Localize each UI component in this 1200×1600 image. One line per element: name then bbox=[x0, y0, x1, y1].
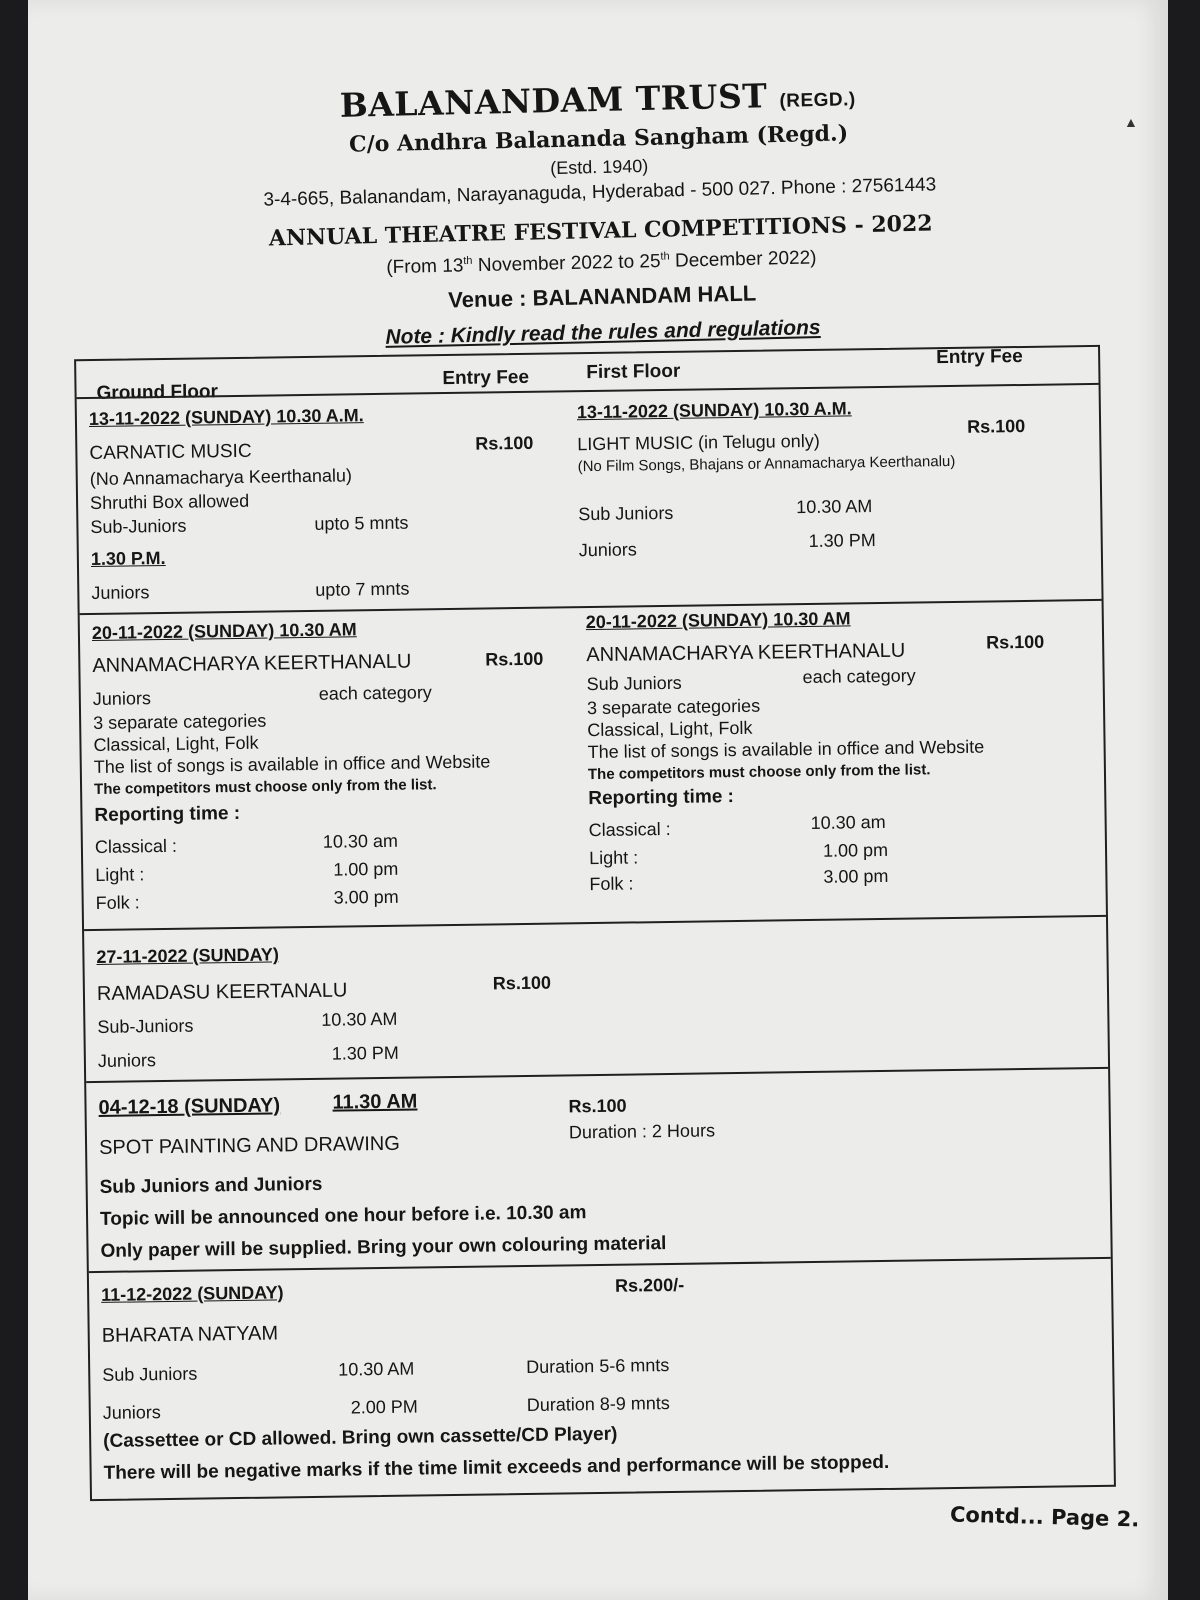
s1-right-event: LIGHT MUSIC (in Telugu only) bbox=[577, 430, 820, 455]
trust-address: 3-4-665, Balanandam, Narayanaguda, Hyderabad - 500 027. Phone : 27561443 bbox=[263, 174, 937, 211]
s1-right-fee: Rs.100 bbox=[966, 415, 1026, 437]
section-11-12 bbox=[89, 1257, 1114, 1503]
header-first-floor: First Floor bbox=[586, 360, 681, 384]
s2-right-reporting: Reporting time : bbox=[588, 786, 735, 810]
s1-right-juniors: Juniors bbox=[578, 539, 637, 561]
margin-mark: ▲ bbox=[1124, 114, 1138, 130]
s5-subjuniors-duration: Duration 5-6 mnts bbox=[526, 1355, 670, 1378]
s5-cassette: (Cassettee or CD allowed. Bring own cassette/CD Player) bbox=[103, 1423, 618, 1452]
s4-date: 04-12-18 (SUNDAY) bbox=[98, 1094, 281, 1119]
s2-left-folk-time: 3.00 pm bbox=[333, 886, 399, 908]
s1-left-subjuniors: Sub-Juniors bbox=[90, 515, 187, 538]
s1-right-date: 13-11-2022 (SUNDAY) 10.30 A.M. bbox=[576, 398, 852, 423]
competition-table bbox=[74, 345, 1116, 1501]
s5-juniors-time: 2.00 PM bbox=[350, 1396, 418, 1418]
header-ground-floor: Ground Floor bbox=[96, 381, 219, 404]
s2-left-cats: 3 separate categories bbox=[93, 710, 267, 733]
s4-paper: Only paper will be supplied. Bring your own colouring material bbox=[100, 1233, 667, 1262]
s2-left-folk: Folk : bbox=[95, 892, 140, 913]
s2-right-folk: Folk : bbox=[589, 873, 634, 895]
s2-right-light: Light : bbox=[588, 847, 639, 869]
s1-right-subjuniors-time: 10.30 AM bbox=[796, 496, 873, 518]
s2-right-folk-time: 3.00 pm bbox=[823, 865, 889, 887]
s1-left-time2: 1.30 P.M. bbox=[90, 547, 166, 570]
s4-duration: Duration : 2 Hours bbox=[568, 1120, 716, 1143]
s1-left-juniors-limit: upto 7 mnts bbox=[315, 578, 410, 600]
trust-name: BALANANDAM TRUST bbox=[339, 76, 768, 125]
s2-right-light-time: 1.00 pm bbox=[822, 839, 889, 861]
s2-left-each: each category bbox=[318, 682, 432, 704]
s4-topic: Topic will be announced one hour before i.e. 10.30 am bbox=[99, 1202, 587, 1230]
s1-right-juniors-time: 1.30 PM bbox=[808, 530, 876, 551]
s2-right-list1: The list of songs is available in office and Website bbox=[587, 736, 985, 763]
s1-left-note2: Shruthi Box allowed bbox=[89, 490, 250, 514]
s2-left-light: Light : bbox=[95, 864, 145, 885]
s3-event: RAMADASU KEERTANALU bbox=[96, 979, 348, 1005]
s1-left-note1: (No Annamacharya Keerthanalu) bbox=[89, 465, 353, 490]
dates-suffix: December 2022) bbox=[669, 247, 817, 272]
s3-subjuniors-time: 10.30 AM bbox=[321, 1008, 398, 1030]
s3-fee: Rs.100 bbox=[492, 972, 552, 994]
s5-fee: Rs.200/- bbox=[614, 1274, 685, 1296]
s2-right-cats: 3 separate categories bbox=[586, 695, 761, 719]
s2-left-fee: Rs.100 bbox=[485, 648, 544, 670]
s1-right-subjuniors: Sub Juniors bbox=[578, 502, 674, 525]
s1-left-subjuniors-limit: upto 5 mnts bbox=[314, 512, 409, 534]
dates-sup-1: th bbox=[463, 254, 473, 268]
established-year: (Estd. 1940) bbox=[550, 155, 649, 179]
s2-right-group: Sub Juniors bbox=[586, 672, 682, 695]
s3-juniors-time: 1.30 PM bbox=[331, 1042, 399, 1064]
s1-right-note: (No Film Songs, Bhajans or Annamacharya Keerthanalu) bbox=[577, 452, 956, 476]
s2-left-list2: The competitors must choose only from the list. bbox=[93, 776, 437, 798]
s2-left-event: ANNAMACHARYA KEERTHANALU bbox=[92, 650, 412, 677]
dates-mid: November 2022 to 25 bbox=[472, 250, 661, 277]
s5-juniors: Juniors bbox=[102, 1402, 161, 1423]
s2-right-classical-time: 10.30 am bbox=[810, 811, 886, 833]
header-entry-fee-right: Entry Fee bbox=[936, 345, 1023, 369]
s2-right-classical: Classical : bbox=[588, 818, 671, 841]
s2-left-reporting: Reporting time : bbox=[94, 802, 241, 826]
dates-prefix: (From 13 bbox=[386, 255, 464, 279]
s4-time: 11.30 AM bbox=[332, 1090, 418, 1114]
section-27-11 bbox=[84, 915, 1108, 1081]
rules-note: Note : Kindly read the rules and regulations bbox=[385, 316, 821, 349]
venue: Venue : BALANANDAM HALL bbox=[447, 280, 757, 313]
s2-left-types: Classical, Light, Folk bbox=[93, 732, 259, 755]
s3-subjuniors: Sub-Juniors bbox=[97, 1015, 194, 1037]
section-20-11 bbox=[80, 599, 1106, 929]
dates-sup-2: th bbox=[660, 250, 670, 263]
s3-date: 27-11-2022 (SUNDAY) bbox=[96, 944, 279, 967]
festival-title: ANNUAL THEATRE FESTIVAL COMPETITIONS - 2022 bbox=[268, 210, 933, 252]
s5-juniors-duration: Duration 8-9 mnts bbox=[526, 1393, 670, 1415]
section-04-12 bbox=[86, 1067, 1111, 1271]
s1-left-juniors: Juniors bbox=[91, 582, 150, 603]
s5-subjuniors-time: 10.30 AM bbox=[338, 1358, 415, 1380]
trust-subtitle: C/o Andhra Balananda Sangham (Regd.) bbox=[348, 120, 849, 158]
s4-event: SPOT PAINTING AND DRAWING bbox=[98, 1132, 401, 1159]
s5-negative: There will be negative marks if the time limit exceeds and performance will be stopped. bbox=[103, 1451, 890, 1484]
s4-groups: Sub Juniors and Juniors bbox=[99, 1173, 323, 1198]
s2-right-list2: The competitors must choose only from the list. bbox=[587, 761, 931, 784]
s4-fee: Rs.100 bbox=[568, 1095, 627, 1117]
s2-left-date: 20-11-2022 (SUNDAY) 10.30 AM bbox=[91, 619, 357, 643]
s5-event: BHARATA NATYAM bbox=[101, 1322, 279, 1347]
s2-right-event: ANNAMACHARYA KEERTHANALU bbox=[586, 639, 906, 667]
s2-left-group: Juniors bbox=[92, 688, 152, 709]
s2-left-classical-time: 10.30 am bbox=[322, 830, 399, 852]
s2-right-each: each category bbox=[802, 665, 916, 688]
s1-left-fee: Rs.100 bbox=[475, 432, 534, 454]
s2-right-types: Classical, Light, Folk bbox=[587, 717, 753, 741]
s3-juniors: Juniors bbox=[97, 1050, 157, 1071]
s2-right-fee: Rs.100 bbox=[985, 631, 1045, 653]
s1-left-date: 13-11-2022 (SUNDAY) 10.30 A.M. bbox=[88, 405, 364, 430]
s5-subjuniors: Sub Juniors bbox=[102, 1363, 198, 1385]
trust-regd: (REGD.) bbox=[779, 89, 856, 112]
header-entry-fee-left: Entry Fee bbox=[442, 366, 530, 390]
s2-right-date: 20-11-2022 (SUNDAY) 10.30 AM bbox=[585, 608, 851, 633]
continued-note: Contd... Page 2. bbox=[949, 1502, 1140, 1532]
s1-left-event: CARNATIC MUSIC bbox=[89, 440, 252, 465]
s2-left-light-time: 1.00 pm bbox=[333, 858, 399, 880]
s2-left-classical: Classical : bbox=[94, 835, 178, 857]
section-13-11 bbox=[77, 383, 1102, 613]
s2-left-list1: The list of songs is available in office and Website bbox=[93, 751, 491, 777]
s5-date: 11-12-2022 (SUNDAY) bbox=[101, 1282, 284, 1305]
